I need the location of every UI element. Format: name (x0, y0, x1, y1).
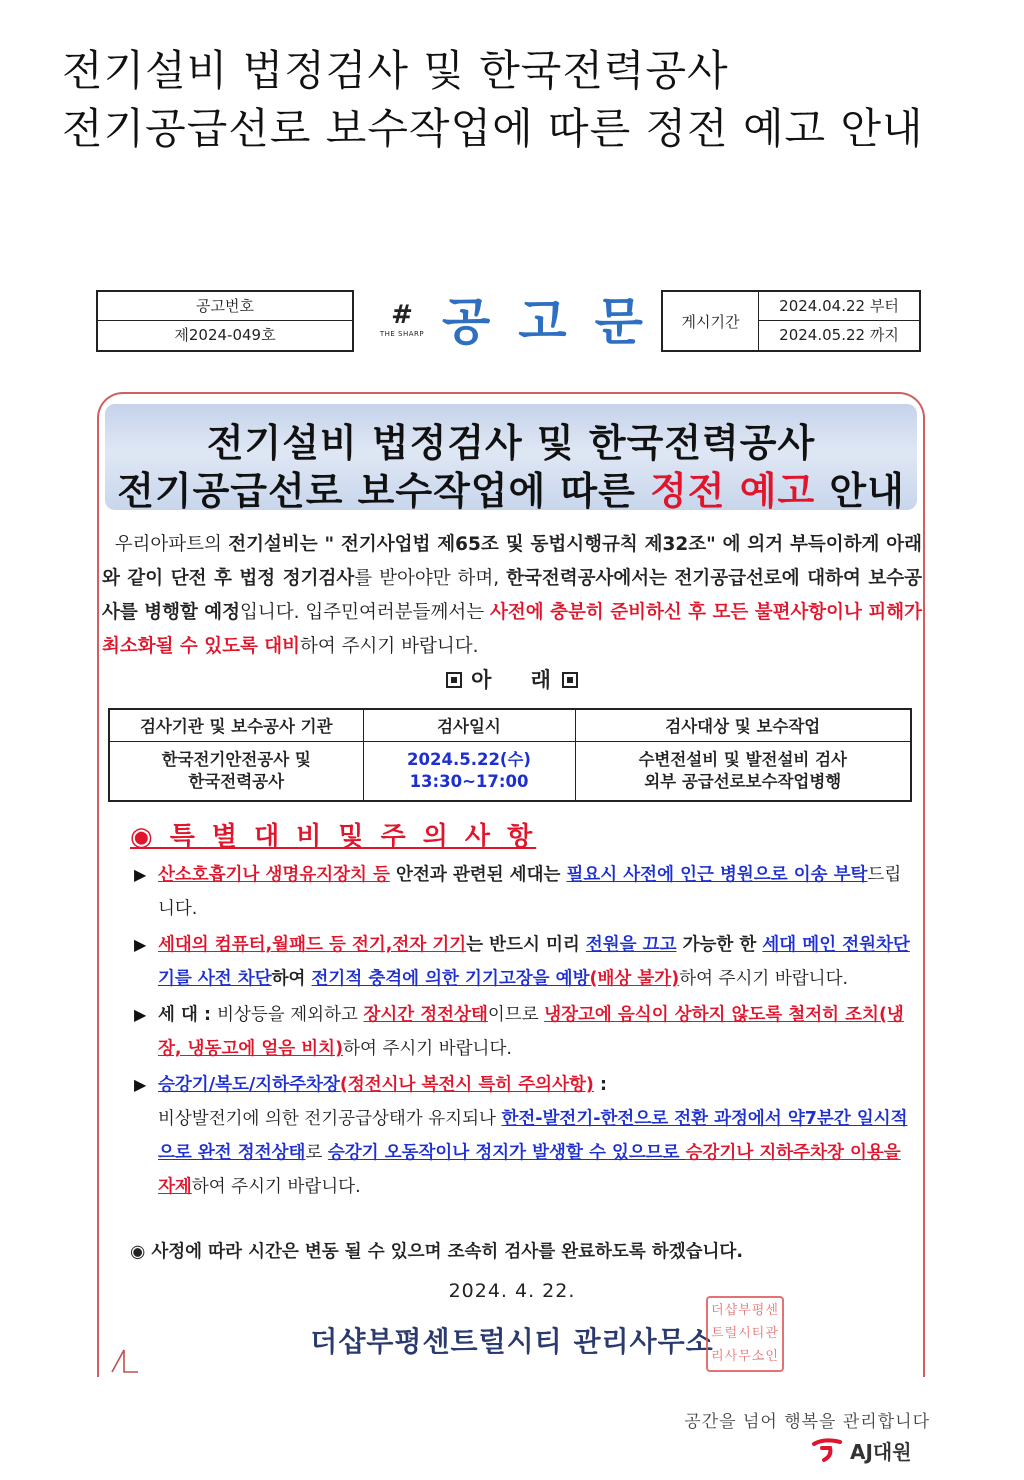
brand-name: AJ대원 (850, 1440, 912, 1464)
notice-heading: 공고문 (442, 293, 671, 351)
item-text: (배상 불가) (589, 969, 680, 989)
intro-part: 우리아파트의 (114, 534, 229, 555)
item-text: 비상등을 제외하고 (217, 1005, 364, 1025)
brand-logo (810, 1434, 930, 1464)
item-text: 하여 주시기 바랍니다. (191, 1177, 361, 1197)
item-text: 세대의 컴퓨터,월패드 등 전기,전자 기기 (158, 935, 467, 955)
logo-text: THE SHARP (379, 330, 425, 338)
details-heading (0, 664, 1024, 694)
list-item (130, 928, 910, 996)
item-text: (정전시나 복전시 특히 주의사항) (339, 1075, 594, 1095)
table-cell-org (109, 741, 363, 801)
table-header: 검사대상 및 보수작업 (575, 709, 911, 741)
item-text: 하여 주시기 바랍니다. (343, 1039, 512, 1059)
intro-part: 를 받아야만 하며, (354, 568, 507, 589)
table-cell-target (575, 741, 911, 801)
date-line2: 13:30~17:00 (409, 771, 529, 791)
list-item (130, 858, 910, 926)
closing-note: ◉ 사정에 따라 시간은 변동 될 수 있으며 조속히 검사를 완료하도록 하겠습니다. (130, 1242, 743, 1262)
item-text: 장시간 정전상태 (363, 1005, 488, 1025)
details-heading-label: 아 래 (471, 668, 553, 692)
banner-line2-end: 안내 (815, 469, 905, 513)
seal-text: 더샵부평센트럴시티관리사무소인 (711, 1303, 779, 1364)
table-row (109, 741, 911, 801)
intro-part-bold: 한국전력공사에서는 전기공급선로에 대하여 보수공사를 병행할 예정 (102, 568, 922, 623)
intro-part: 하여 주시기 바랍니다. (300, 636, 479, 657)
table-header-row (109, 709, 911, 741)
banner-line2-start: 전기공급선로 보수작업에 따른 (117, 469, 651, 513)
aj-brand-icon (810, 1436, 846, 1462)
triangle-bullet-icon: ▶ (134, 1075, 147, 1094)
item-text: 필요시 사전에 인근 병원으로 이송 부탁 (566, 865, 868, 885)
triangle-bullet-icon: ▶ (134, 1005, 147, 1024)
banner-line2-highlight: 정전 예고 (650, 469, 816, 513)
triangle-bullet-icon: ▶ (134, 935, 147, 954)
item-text: 가능한 한 (676, 935, 763, 955)
target-line2: 외부 공급선로보수작업병행 (644, 771, 842, 791)
item-text: 한전-발전기-한전으로 전환 과정에서 약7분간 일시적으로 완전 정전상태 (158, 1109, 908, 1163)
the-sharp-logo (370, 300, 434, 348)
item-text: 하여 주시기 바랍니다. (679, 969, 849, 989)
inspection-table (108, 708, 912, 802)
item-text: 세대 메인 전원차단기를 사전 차단 (158, 935, 910, 989)
square-bullet-icon (562, 672, 578, 688)
item-text: 승강기 오동작이나 정지가 발생할 수 있으므로 (327, 1143, 686, 1163)
item-text: 비상발전기에 의한 전기공급상태가 유지되나 (158, 1109, 502, 1129)
item-text: 승강기/복도/지하주차장 (158, 1075, 340, 1095)
intro-part-red: 사전에 충분히 준비하신 후 모든 불편사항이나 피해가 최소화될 수 있도록 대비 (102, 602, 922, 657)
intro-paragraph (102, 528, 922, 664)
item-text: 전원을 끄고 (585, 935, 677, 955)
corner-mark-icon (110, 1344, 140, 1374)
item-text: 안전과 관련된 세대는 (389, 865, 567, 885)
item-text: 는 반드시 미리 (466, 935, 586, 955)
notice-number-box (96, 290, 354, 352)
table-cell-date (363, 741, 575, 801)
notice-number-value: 제2024-049호 (174, 326, 276, 344)
precaution-list (130, 858, 910, 1206)
banner-line2 (105, 460, 917, 515)
notice-banner (105, 404, 917, 513)
management-office: 더샵부평센트럴시티 관리사무소 (310, 1325, 714, 1358)
table-header: 검사기관 및 보수공사 기관 (109, 709, 363, 741)
table-header: 검사일시 (363, 709, 575, 741)
item-text: 이므로 (487, 1005, 545, 1025)
banner-line1: 전기설비 법정검사 및 한국전력공사 (206, 421, 816, 465)
item-text: 드립니다. (158, 865, 902, 919)
intro-part: 입니다. 입주민여러분들께서는 (240, 602, 491, 623)
posting-period-box (661, 290, 921, 352)
item-text: 로 (305, 1143, 328, 1163)
triangle-bullet-icon: ▶ (134, 865, 147, 884)
org-line1: 한국전기안전공사 및 (161, 749, 311, 769)
page-title-line2: 전기공급선로 보수작업에 따른 정전 예고 안내 (62, 104, 924, 153)
list-item (130, 1068, 910, 1204)
item-text: : (593, 1075, 607, 1095)
item-text: 하여 (271, 969, 312, 989)
notice-date: 2024. 4. 22. (448, 1280, 576, 1302)
item-text: 전기적 충격에 의한 기기고장을 예방 (311, 969, 590, 989)
target-line1: 수변전설비 및 발전설비 검사 (638, 749, 847, 769)
item-text: 승강기나 지하주차장 이용을 자제 (158, 1143, 901, 1197)
posting-period-start: 2024.04.22 부터 (759, 292, 919, 321)
square-bullet-icon (446, 672, 462, 688)
page-title (62, 42, 1002, 158)
date-line1: 2024.5.22(수) (407, 749, 531, 769)
posting-period-label: 게시기간 (663, 292, 759, 350)
item-text: 산소호흡기나 생명유지장치 등 (158, 865, 390, 885)
intro-part-bold: 전기설비는 " 전기사업법 제65조 및 동법시행규칙 제32조" 에 의거 부득이하게 아래와 같이 단전 후 법정 정기검사 (102, 534, 923, 589)
footer-slogan: 공간을 넘어 행복을 관리합니다 (684, 1412, 930, 1432)
item-text: 세 대 : (158, 1005, 218, 1025)
posting-period-end: 2024.05.22 까지 (779, 326, 899, 344)
list-item (130, 998, 910, 1066)
sharp-mark-icon: # (391, 300, 413, 330)
org-line2: 한국전력공사 (188, 771, 285, 791)
notice-number-label: 공고번호 (98, 292, 352, 321)
page-title-line1: 전기설비 법정검사 및 한국전력공사 (62, 46, 729, 95)
special-precautions-title: ◉ 특 별 대 비 및 주 의 사 항 (130, 822, 537, 852)
official-seal (706, 1296, 784, 1372)
item-text: 냉장고에 음식이 상하지 않도록 철저히 조치(냉장, 냉동고에 얼음 비치) (158, 1005, 904, 1059)
